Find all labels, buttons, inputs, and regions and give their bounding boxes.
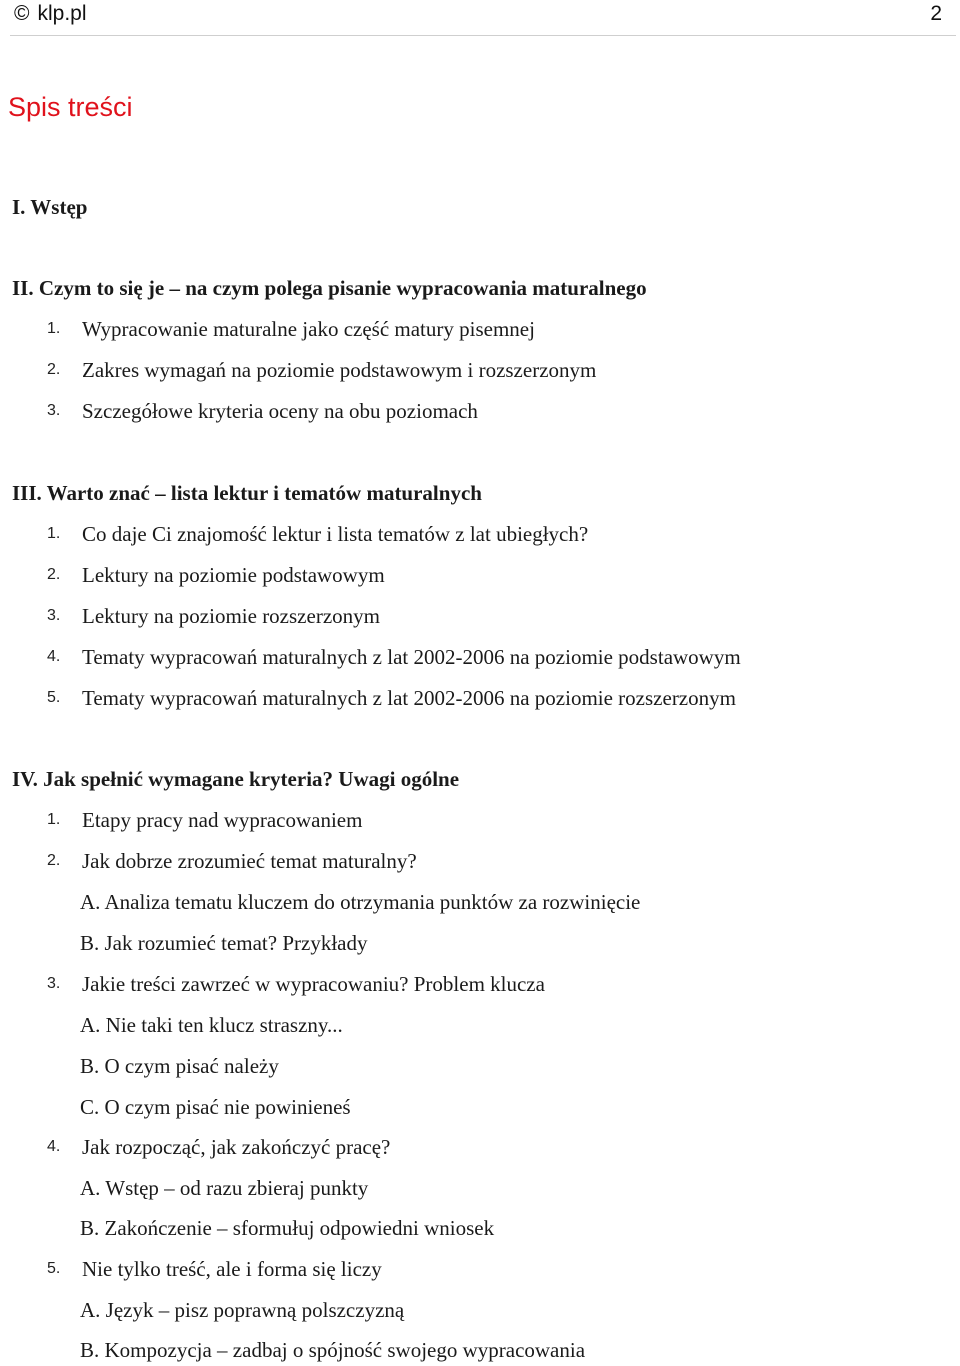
toc-item-number: 3. — [47, 402, 61, 419]
toc-item-number: 2. — [47, 852, 61, 869]
toc-item: Jakie treści zawrzeć w wypracowaniu? Problem klucza — [82, 972, 545, 996]
toc-subitem: B. Kompozycja – zadbaj o spójność swojego wypracowania — [80, 1338, 586, 1362]
copyright-icon: © — [14, 2, 30, 25]
toc-subitem: A. Wstęp – od razu zbieraj punkty — [80, 1176, 369, 1200]
toc-subitem: B. Jak rozumieć temat? Przykłady — [80, 931, 368, 955]
toc-item: Lektury na poziomie podstawowym — [82, 563, 385, 587]
toc-item: Jak rozpocząć, jak zakończyć pracę? — [82, 1135, 391, 1159]
toc-subitem: A. Nie taki ten klucz straszny... — [80, 1013, 343, 1037]
page-number: 2 — [930, 2, 942, 25]
toc-item: Etapy pracy nad wypracowaniem — [82, 808, 363, 832]
toc-section-heading: III. Warto znać – lista lektur i tematów maturalnych — [12, 481, 482, 505]
toc-subitem: A. Język – pisz poprawną polszczyzną — [80, 1298, 405, 1322]
toc-item: Lektury na poziomie rozszerzonym — [82, 604, 380, 628]
page-header — [0, 0, 960, 36]
site-label: klp.pl — [37, 2, 87, 25]
toc-item-number: 1. — [47, 320, 61, 337]
toc-item: Nie tylko treść, ale i forma się liczy — [82, 1257, 382, 1281]
toc-item-number: 3. — [47, 607, 61, 624]
toc-item-number: 1. — [47, 525, 61, 542]
toc-item-number: 4. — [47, 1138, 61, 1155]
toc-item: Szczegółowe kryteria oceny na obu poziomach — [82, 399, 478, 423]
toc-subitem: C. O czym pisać nie powinieneś — [80, 1095, 351, 1119]
toc-item: Wypracowanie maturalne jako część matury pisemnej — [82, 317, 535, 341]
toc-subitem: B. Zakończenie – sformułuj odpowiedni wniosek — [80, 1216, 495, 1240]
toc-item: Co daje Ci znajomość lektur i lista tematów z lat ubiegłych? — [82, 522, 589, 546]
toc-item-number: 2. — [47, 566, 61, 583]
toc-title: Spis treści — [8, 92, 133, 122]
toc-item: Tematy wypracowań maturalnych z lat 2002-2006 na poziomie rozszerzonym — [82, 686, 736, 710]
toc-item-number: 5. — [47, 1260, 61, 1277]
header-divider — [10, 35, 956, 36]
toc-item-number: 3. — [47, 975, 61, 992]
toc-item-number: 5. — [47, 689, 61, 706]
toc-section-heading: I. Wstęp — [12, 195, 88, 219]
toc-subitem: A. Analiza tematu kluczem do otrzymania punktów za rozwinięcie — [80, 890, 641, 914]
toc-item-number: 4. — [47, 648, 61, 665]
toc-item-number: 2. — [47, 361, 61, 378]
toc-section-heading: IV. Jak spełnić wymagane kryteria? Uwagi ogólne — [12, 767, 460, 791]
toc-item: Jak dobrze zrozumieć temat maturalny? — [82, 849, 417, 873]
toc-subitem: B. O czym pisać należy — [80, 1054, 279, 1078]
toc-item: Tematy wypracowań maturalnych z lat 2002-2006 na poziomie podstawowym — [82, 645, 741, 669]
toc-section-heading: II. Czym to się je – na czym polega pisanie wypracowania maturalnego — [12, 276, 647, 300]
site-name — [14, 2, 87, 26]
toc-item-number: 1. — [47, 811, 61, 828]
toc-item: Zakres wymagań na poziomie podstawowym i rozszerzonym — [82, 358, 597, 382]
